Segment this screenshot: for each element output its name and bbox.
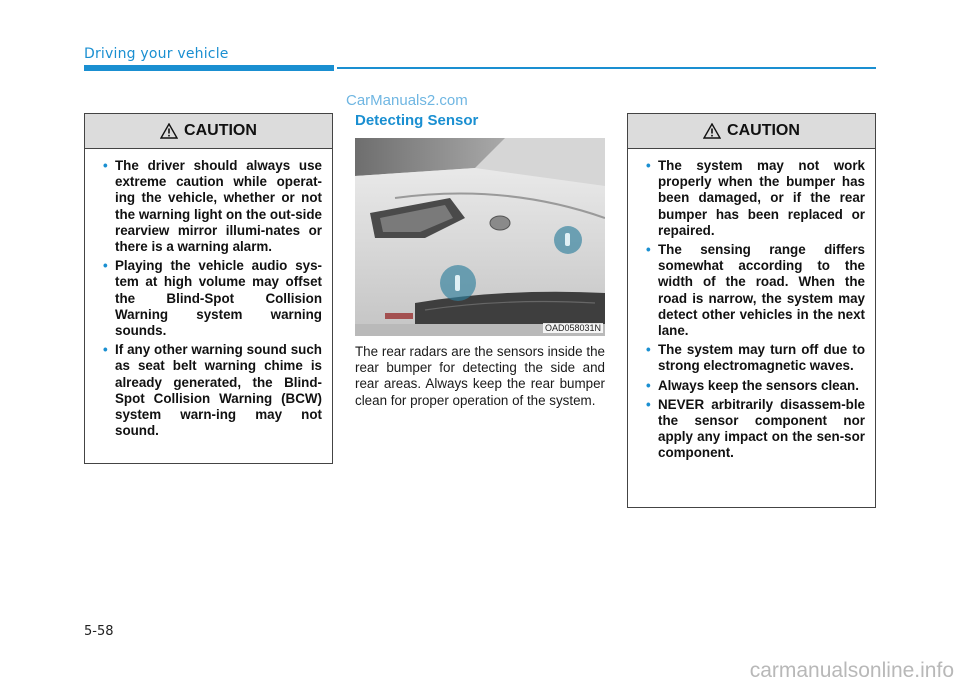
caution-item: • Always keep the sensors clean. bbox=[646, 377, 859, 393]
page-number: 5-58 bbox=[84, 624, 114, 639]
caution-item: • NEVER arbitrarily disassem-ble the sensor component nor apply any impact on the sen-sor component. bbox=[646, 396, 865, 461]
warning-icon bbox=[703, 123, 721, 139]
car-rear-illustration bbox=[355, 138, 605, 336]
section-title: Detecting Sensor bbox=[355, 112, 479, 129]
caution-header bbox=[85, 114, 332, 149]
rear-bumper-figure bbox=[355, 138, 605, 336]
caution-item: • The sensing range differs somewhat according to the width of the road. When the road is narrow, the system may detect other vehicles in the next lane. bbox=[646, 242, 865, 339]
caution-box-right bbox=[627, 113, 876, 508]
footer-watermark[interactable]: carmanualsonline.info bbox=[749, 659, 954, 682]
caution-item: • The system may turn off due to strong electromagnetic waves. bbox=[646, 342, 865, 374]
caution-item: • Playing the vehicle audio sys-tem at high volume may offset the Blind-Spot Collision Warning system warning sounds. bbox=[103, 258, 322, 339]
caution-title: CAUTION bbox=[184, 122, 257, 139]
watermark-link[interactable]: CarManuals2.com bbox=[346, 92, 468, 109]
caution-title: CAUTION bbox=[727, 122, 800, 139]
caution-item: • The system may not work properly when the bumper has been damaged, or if the rear bumper has been replaced or repaired. bbox=[646, 158, 865, 238]
section-header-title: Driving your vehicle bbox=[84, 46, 229, 62]
header-rule-thin bbox=[337, 67, 876, 69]
caution-item: • The driver should always use extreme caution while operat-ing the vehicle, whether or not the warning light on the out-side rearview mirror illumi-nates or there is a warning alarm. bbox=[103, 158, 322, 255]
caution-box-left bbox=[84, 113, 333, 464]
caution-header bbox=[628, 114, 875, 149]
figure-code: OAD058031N bbox=[544, 323, 601, 333]
caution-item: • If any other warning sound such as seat belt warning chime is already generated, the Blind-Spot Collision Warning (BCW) system warn-ing may not sound. bbox=[103, 342, 322, 439]
body-paragraph: The rear radars are the sensors inside the rear bumper for detecting the side and rear areas. Always keep the rear bumper clean for proper operation of the system. bbox=[355, 344, 605, 408]
warning-icon bbox=[160, 123, 178, 139]
header-rule-thick bbox=[84, 65, 334, 71]
